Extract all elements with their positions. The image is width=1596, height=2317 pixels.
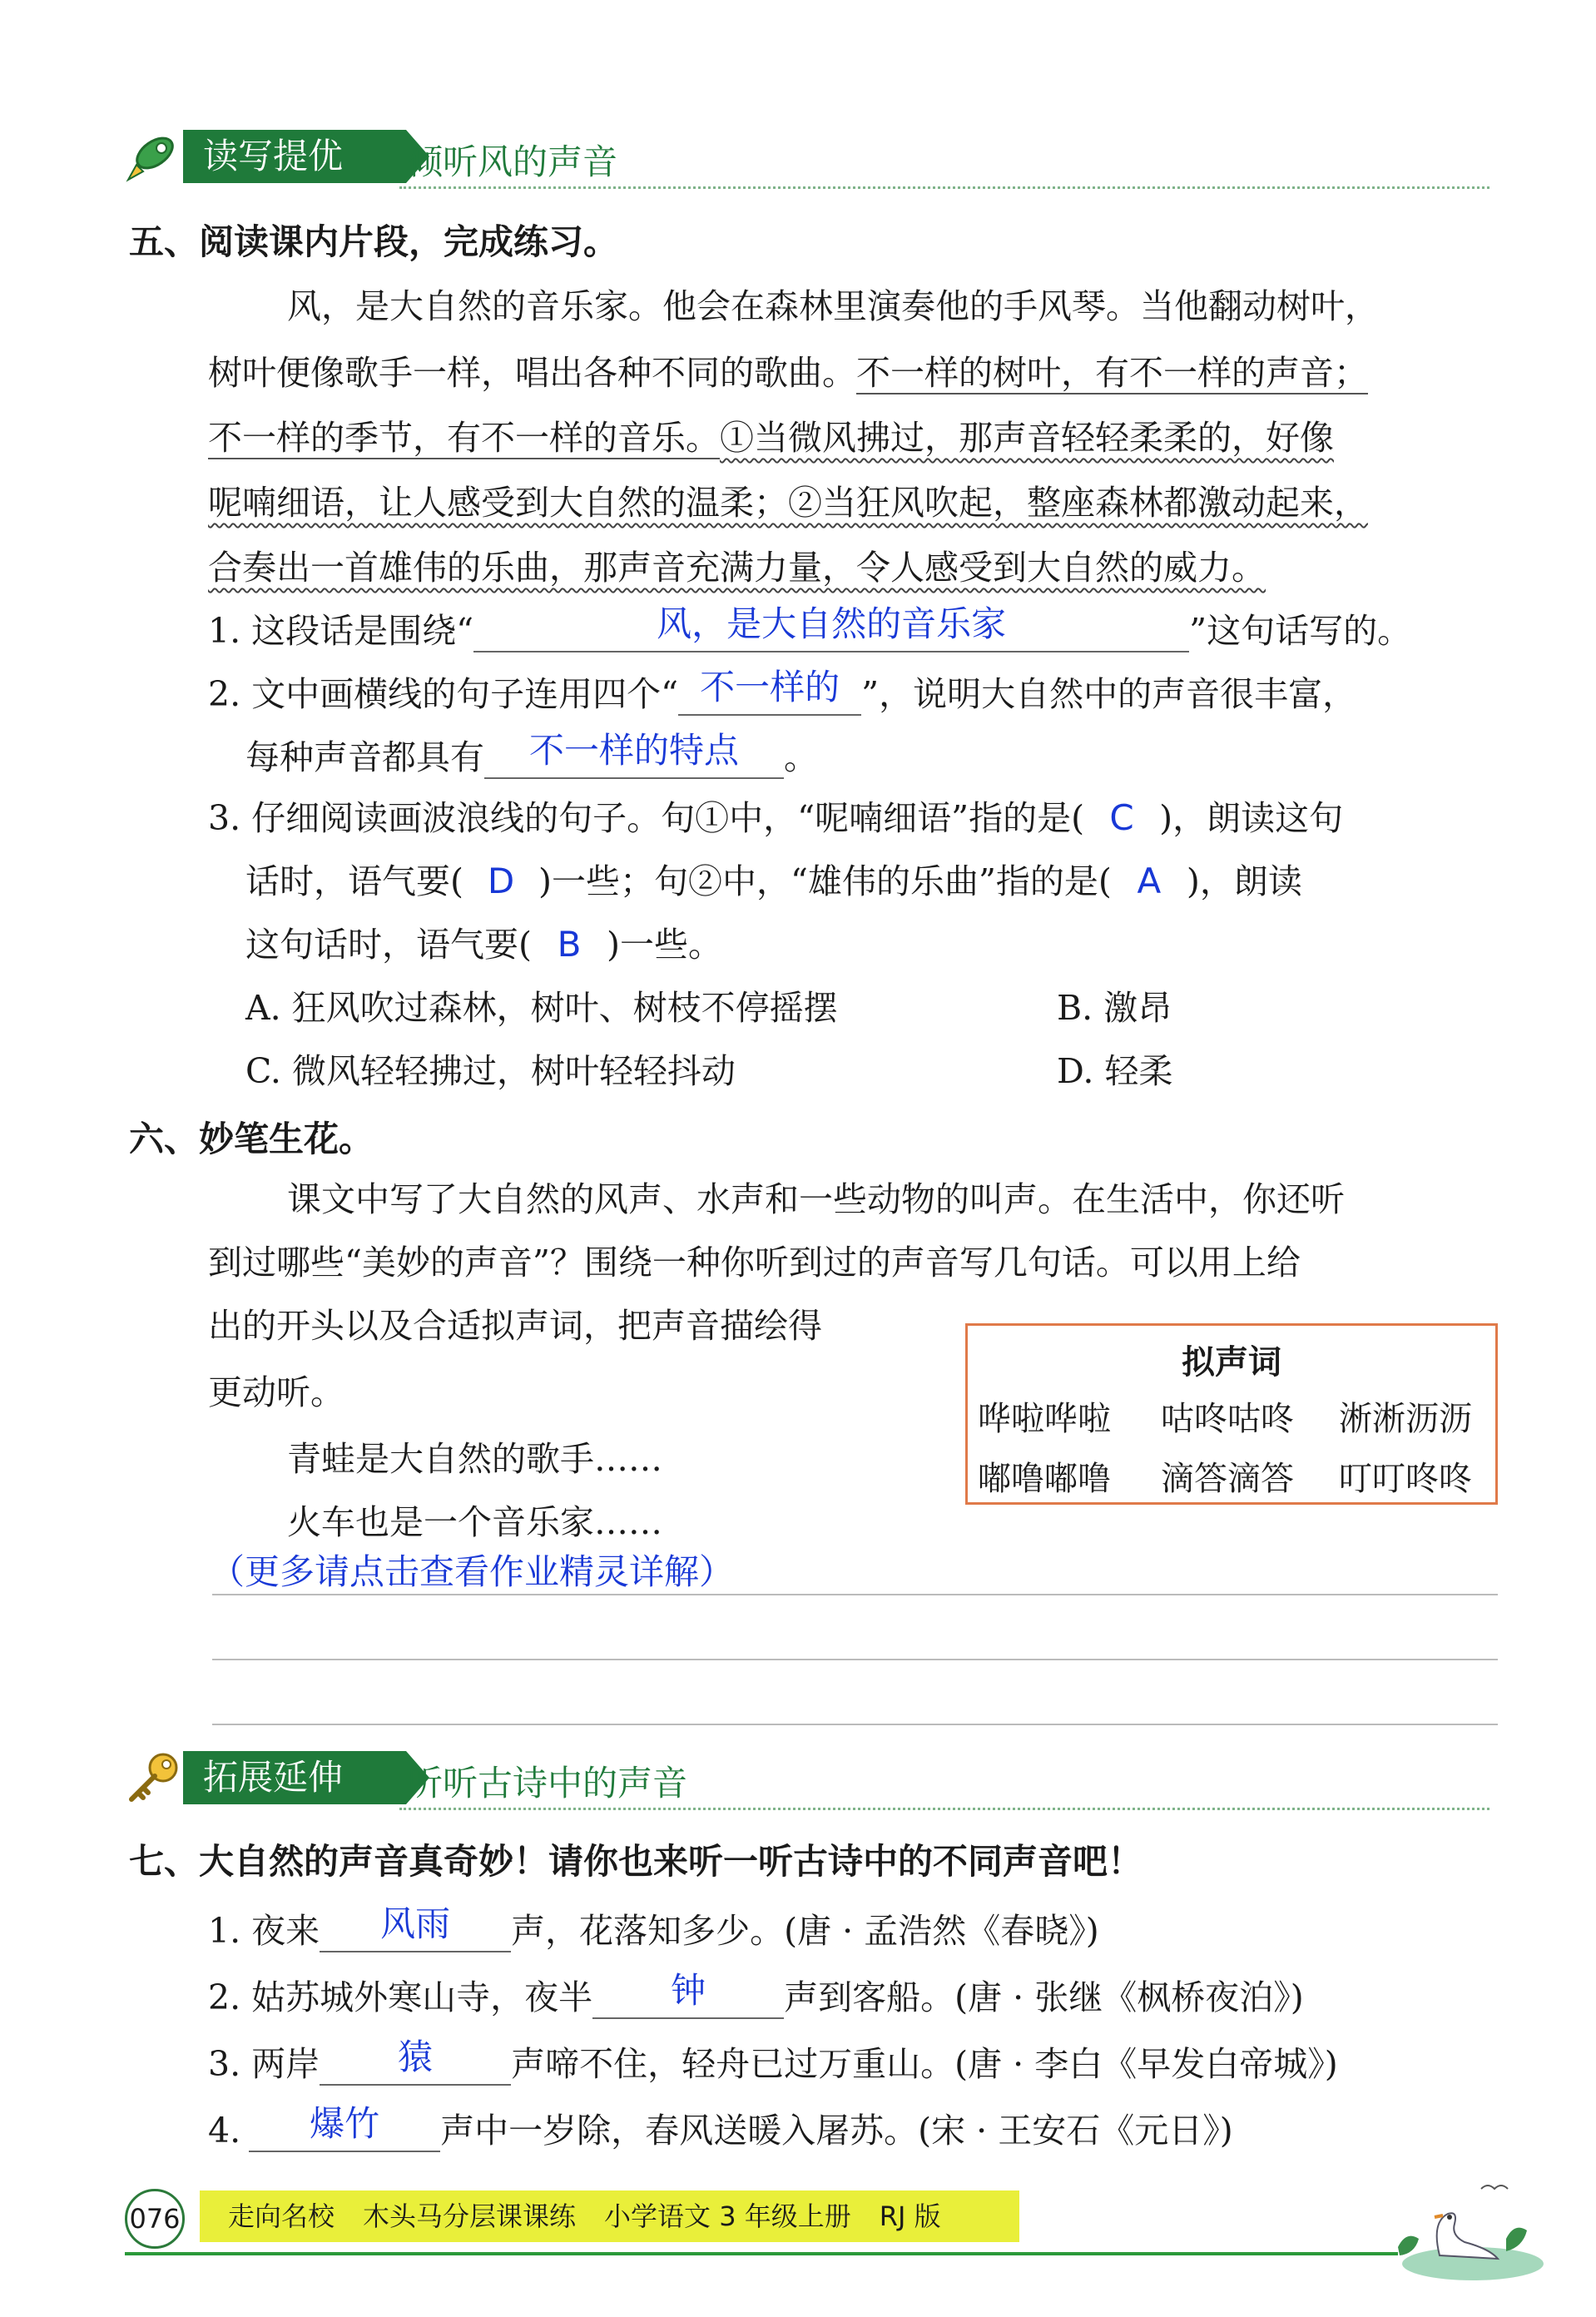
banner-subtitle: 听听古诗中的声音 (408, 1763, 688, 1803)
writing-line-3[interactable] (212, 1724, 1498, 1725)
poem-1-answer: 风雨 (380, 1903, 451, 1944)
banner-rule (399, 1808, 1489, 1810)
passage-line-2b: 不一样的树叶，有不一样的声音； (856, 353, 1368, 393)
poem-1-prefix: 1. 夜来 (208, 1911, 320, 1951)
banner-subtitle: 倾听风的声音 (408, 141, 618, 182)
poem-2-suffix: 声到客船。(唐 · 张继《枫桥夜泊》) (784, 1977, 1304, 2017)
more-link[interactable]: （更多请点击查看作业精灵详解） (210, 1551, 735, 1592)
q2-blank-2[interactable] (484, 726, 784, 779)
poem-4 (208, 2099, 1233, 2152)
poem-3-answer: 猿 (398, 2037, 434, 2077)
q2-answer-1: 不一样的 (700, 667, 840, 707)
poem-3 (208, 2032, 1338, 2086)
question-3-line-2 (245, 854, 1302, 903)
q3-l2-prefix: 话时，语气要( (245, 861, 463, 901)
poem-2-prefix: 2. 姑苏城外寒山寺，夜半 (208, 1977, 593, 2017)
passage-line-3a: 不一样的季节，有不一样的音乐。 (208, 418, 720, 458)
q2-middle: ”，说明大自然中的声音很丰富， (861, 674, 1357, 714)
passage-line-2 (208, 345, 1368, 394)
question-3-line-3 (245, 917, 722, 966)
q3-l1-suffix: )，朗读这句 (1159, 798, 1344, 838)
footer-edition: RJ 版 (879, 2200, 941, 2232)
starter-sentence-1: 青蛙是大自然的歌手…… (287, 1439, 662, 1479)
writing-line-1[interactable] (212, 1594, 1498, 1595)
word-1: 哗啦哗啦 (978, 1400, 1111, 1438)
poem-3-suffix: 声啼不住，轻舟已过万重山。(唐 · 李白《早发白帝城》) (511, 2044, 1338, 2084)
q2-prefix-2: 每种声音都具有 (245, 737, 484, 777)
footer-grade: 小学语文 3 年级上册 (604, 2200, 851, 2232)
word-4: 嘟噜嘟噜 (978, 1460, 1111, 1498)
q3-answer-3[interactable]: A (1137, 861, 1162, 901)
onomatopoeia-title: 拟声词 (1182, 1343, 1281, 1382)
q2-blank-1[interactable] (678, 662, 861, 716)
section-banner-extension (125, 1746, 1489, 1811)
writing-line-2[interactable] (212, 1659, 1498, 1660)
section-banner-reading (125, 125, 1489, 190)
poem-1-suffix: 声，花落知多少。(唐 · 孟浩然《春晓》) (511, 1911, 1099, 1951)
option-b: B. 激昂 (1057, 988, 1172, 1028)
poem-2 (208, 1966, 1304, 2019)
section-7-title: 七、大自然的声音真奇妙！请你也来听一听古诗中的不同声音吧！ (129, 1841, 1143, 1882)
poem-4-prefix: 4. (208, 2111, 241, 2151)
rocket-icon (125, 125, 183, 190)
word-5: 滴答滴答 (1161, 1460, 1294, 1498)
q1-answer: 风，是大自然的音乐家 (657, 603, 1007, 644)
q3-l1-prefix: 3. 仔细阅读画波浪线的句子。句①中，“呢喃细语”指的是( (208, 798, 1085, 838)
key-icon (125, 1746, 183, 1811)
poem-4-answer: 爆竹 (310, 2103, 380, 2144)
poem-4-blank[interactable] (249, 2099, 440, 2152)
q3-answer-4[interactable]: B (557, 924, 582, 965)
q2-answer-2: 不一样的特点 (528, 730, 739, 771)
sec6-line-4: 更动听。 (208, 1372, 344, 1412)
banner-tag: 拓展延伸 (183, 1751, 406, 1804)
banner-tag: 读写提优 (183, 130, 406, 183)
poem-1-blank[interactable] (320, 1899, 511, 1952)
swan-illustration-icon (1381, 2156, 1548, 2289)
onomatopoeia-box (965, 1323, 1498, 1505)
option-a: A. 狂风吹过森林，树叶、树枝不停摇摆 (245, 988, 838, 1028)
q2-prefix: 2. 文中画横线的句子连用四个“ (208, 674, 679, 714)
question-3-line-1 (208, 791, 1343, 840)
poem-3-prefix: 3. 两岸 (208, 2044, 320, 2084)
q3-answer-1[interactable]: C (1109, 797, 1134, 838)
question-1 (208, 599, 1411, 652)
question-2-line-2 (245, 726, 818, 779)
q3-l3-prefix: 这句话时，语气要( (245, 925, 532, 965)
word-3: 淅淅沥沥 (1339, 1400, 1472, 1438)
footer-bar (200, 2190, 1019, 2242)
q3-l2-middle: )一些；句②中，“雄伟的乐曲”指的是( (538, 861, 1112, 901)
q1-blank[interactable] (473, 599, 1189, 652)
page-number: 076 (125, 2189, 185, 2249)
q3-l2-suffix: )，朗读 (1186, 861, 1302, 901)
option-c: C. 微风轻轻拂过，树叶轻轻抖动 (245, 1051, 736, 1091)
passage-line-5: 合奏出一首雄伟的乐曲，那声音充满力量，令人感受到大自然的威力。 (208, 548, 1266, 588)
q3-l3-suffix: )一些。 (607, 925, 722, 965)
passage-line-4: 呢喃细语，让人感受到大自然的温柔；②当狂风吹起，整座森林都激动起来， (208, 483, 1368, 523)
passage-line-3 (208, 410, 1334, 459)
section-5-title: 五、阅读课内片段，完成练习。 (129, 221, 619, 262)
word-6: 叮叮咚咚 (1339, 1460, 1472, 1498)
q1-suffix: ”这句话写的。 (1189, 611, 1412, 651)
footer-rule (125, 2252, 1398, 2255)
footer-series: 走向名校 (228, 2200, 335, 2232)
sec6-line-2: 到过哪些“美妙的声音”？围绕一种你听到过的声音写几句话。可以用上给 (208, 1243, 1301, 1283)
option-d: D. 轻柔 (1057, 1051, 1173, 1091)
q3-answer-2[interactable]: D (487, 861, 515, 901)
q2-suffix-2: 。 (784, 737, 818, 777)
section-6-title: 六、妙笔生花。 (129, 1119, 374, 1159)
sec6-line-1: 课文中写了大自然的风声、水声和一些动物的叫声。在生活中，你还听 (287, 1179, 1345, 1219)
q1-prefix: 1. 这段话是围绕“ (208, 611, 474, 651)
word-2: 咕咚咕咚 (1161, 1400, 1294, 1438)
poem-4-suffix: 声中一岁除，春风送暖入屠苏。(宋 · 王安石《元日》) (440, 2111, 1233, 2151)
sec6-line-3: 出的开头以及合适拟声词，把声音描绘得 (208, 1306, 822, 1346)
starter-sentence-2: 火车也是一个音乐家…… (287, 1502, 662, 1542)
passage-line-2a: 树叶便像歌手一样，唱出各种不同的歌曲。 (208, 353, 856, 393)
poem-3-blank[interactable] (320, 2032, 511, 2086)
poem-2-answer: 钟 (671, 1970, 706, 2011)
poem-2-blank[interactable] (592, 1966, 784, 2019)
footer-book: 木头马分层课课练 (363, 2200, 577, 2232)
passage-line-1: 风，是大自然的音乐家。他会在森林里演奏他的手风琴。当他翻动树叶， (287, 286, 1379, 326)
poem-1 (208, 1899, 1099, 1952)
banner-rule (399, 186, 1489, 189)
question-2-line-1 (208, 662, 1356, 716)
passage-line-3b: ①当微风拂过，那声音轻轻柔柔的，好像 (720, 418, 1334, 458)
